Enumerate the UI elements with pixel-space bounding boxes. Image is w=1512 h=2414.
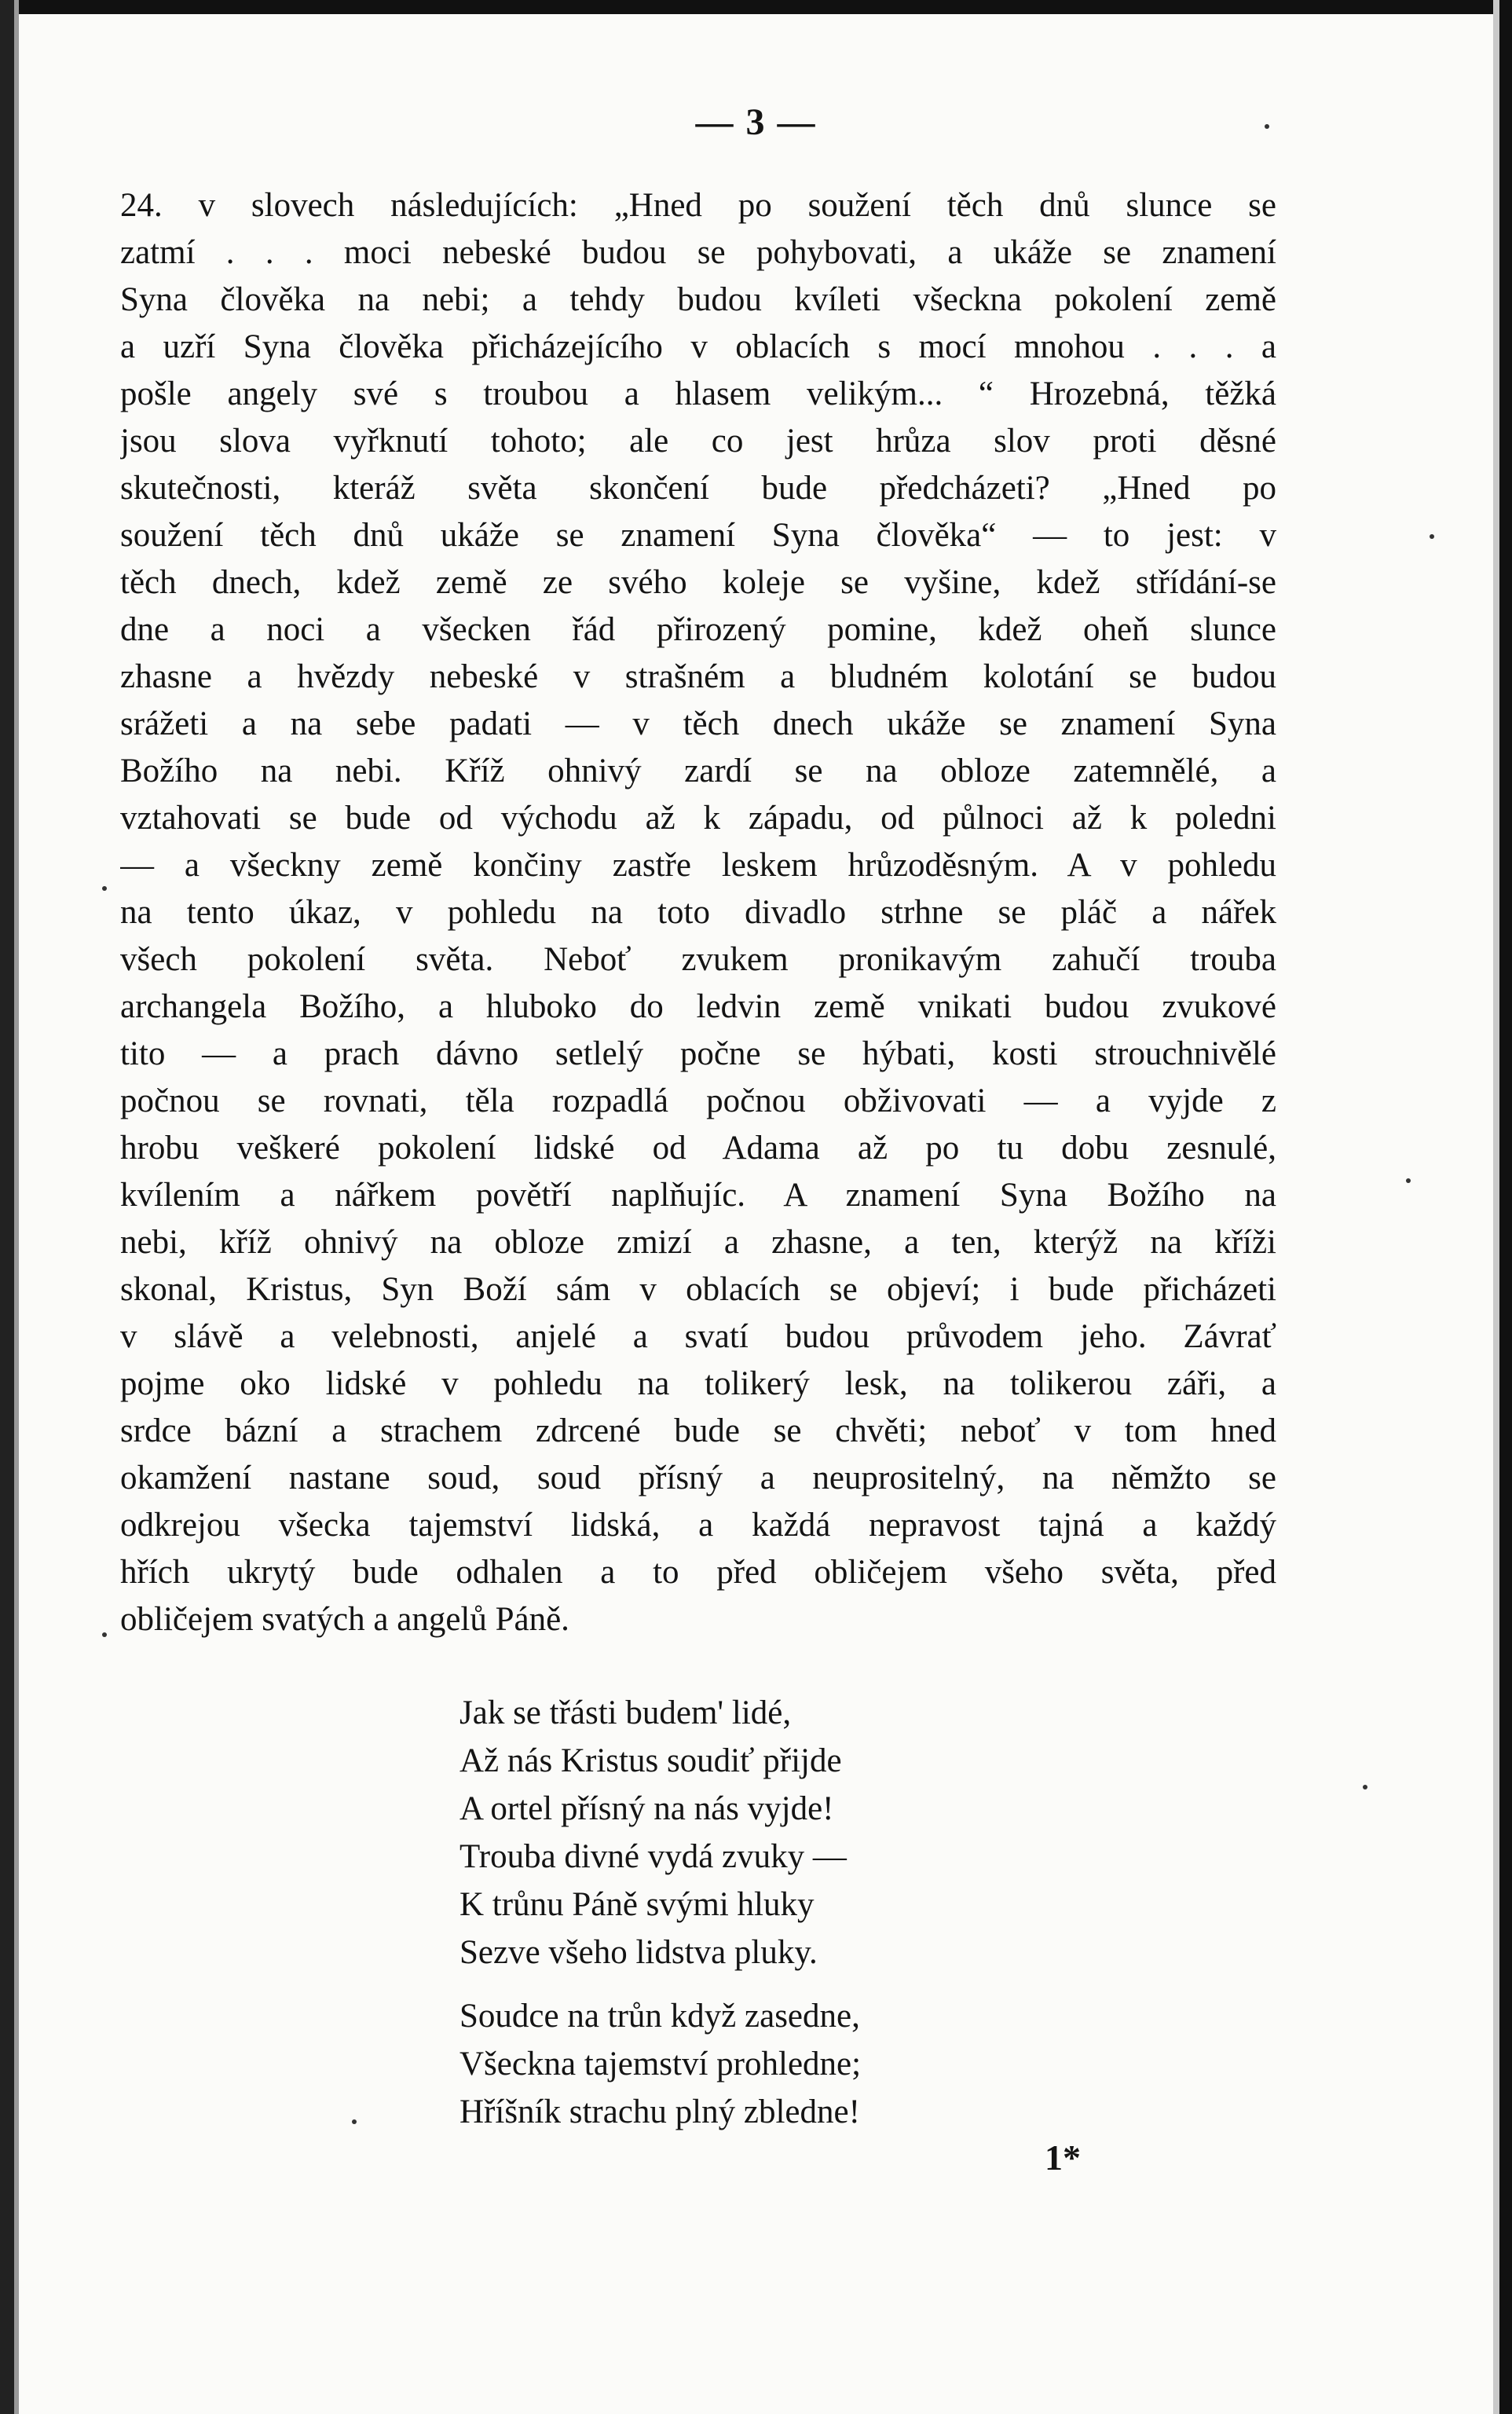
text-line: jsou slova vyřknutí tohoto; ale co jest hrůza slov proti děsné (120, 423, 1276, 460)
poem-verse: A ortel přísný na nás vyjde! (459, 1790, 834, 1827)
scan-edge-right (1499, 0, 1512, 2414)
text-line: Božího na nebi. Kříž ohnivý zardí se na obloze zatemnělé, a (120, 753, 1276, 789)
signature-mark: 1* (1045, 2137, 1081, 2178)
text-line: a uzří Syna člověka přicházejícího v oblacích s mocí mnohou . . . a (120, 328, 1276, 365)
poem (459, 1689, 1088, 2136)
poem-stanza-1 (459, 1689, 1088, 1976)
text-line: archangela Božího, a hluboko do ledvin země vnikati budou zvukové (120, 988, 1276, 1025)
poem-verse: Až nás Kristus soudiť přijde (459, 1742, 842, 1779)
text-line: skonal, Kristus, Syn Boží sám v oblacích se objeví; i bude přicházeti (120, 1271, 1276, 1308)
poem-verse: Sezve všeho lidstva pluky. (459, 1934, 818, 1971)
text-line: dne a noci a všecken řád přirozený pomine, kdež oheň slunce (120, 611, 1276, 648)
text-line: nebi, kříž ohnivý na obloze zmizí a zhasne, a ten, kterýž na kříži (120, 1224, 1276, 1261)
print-speck (102, 886, 107, 891)
poem-verse: Hříšník strachu plný zbledne! (459, 2093, 860, 2130)
poem-verse: Soudce na trůn když zasedne, (459, 1998, 860, 2035)
print-speck (1406, 1178, 1411, 1183)
text-line: těch dnech, kdež země ze svého koleje se vyšine, kdež střídání-se (120, 564, 1276, 601)
text-line: srážeti a na sebe padati — v těch dnech ukáže se znamení Syna (120, 705, 1276, 742)
text-line: pošle angely své s troubou a hlasem velikým... “ Hrozebná, těžká (120, 375, 1276, 412)
text-line: zatmí . . . moci nebeské budou se pohybovati, a ukáže se znamení (120, 234, 1276, 271)
text-line: — a všeckny země končiny zastře leskem hrůzoděsným. A v pohledu (120, 847, 1276, 884)
print-speck (1265, 124, 1269, 129)
print-speck (1363, 1785, 1367, 1789)
body-paragraph (120, 182, 1276, 1643)
text-line: zhasne a hvězdy nebeské v strašném a bludném kolotání se budou (120, 658, 1276, 695)
text-line: počnou se rovnati, těla rozpadlá počnou obživovati — a vyjde z (120, 1082, 1276, 1119)
print-speck (352, 2119, 357, 2124)
poem-verse: Všeckna tajemství prohledne; (459, 2046, 862, 2082)
text-line: srdce bázní a strachem zdrcené bude se chvěti; neboť v tom hned (120, 1412, 1276, 1449)
text-line: okamžení nastane soud, soud přísný a neuprositelný, na němžto se (120, 1460, 1276, 1496)
text-line: hrobu veškeré pokolení lidské od Adama až po tu dobu zesnulé, (120, 1130, 1276, 1167)
poem-verse: Jak se třásti budem' lidé, (459, 1694, 792, 1731)
poem-verse: Trouba divné vydá zvuky — (459, 1838, 847, 1875)
text-line: pojme oko lidské v pohledu na tolikerý lesk, na tolikerou záři, a (120, 1365, 1276, 1402)
print-speck (102, 1632, 107, 1637)
text-line: všech pokolení světa. Neboť zvukem pronikavým zahučí trouba (120, 941, 1276, 978)
text-line: skutečnosti, kteráž světa skončení bude předcházeti? „Hned po (120, 470, 1276, 507)
scan-edge-left (0, 0, 14, 2414)
poem-stanza-2 (459, 1992, 1088, 2136)
text-line: kvílením a nářkem povětří naplňujíc. A znamení Syna Božího na (120, 1177, 1276, 1214)
text-line: 24. v slovech následujících: „Hned po soužení těch dnů slunce se (120, 187, 1276, 224)
page-number: — 3 — (695, 101, 817, 143)
text-line: hřích ukrytý bude odhalen a to před obličejem všeho světa, před (120, 1554, 1276, 1591)
text-line-last: obličejem svatých a angelů Páně. (120, 1601, 569, 1638)
text-line: Syna člověka na nebi; a tehdy budou kvíleti všeckna pokolení země (120, 281, 1276, 318)
scan-edge-left-shadow (14, 0, 19, 2414)
text-line: tito — a prach dávno setlelý počne se hýbati, kosti strouchnivělé (120, 1035, 1276, 1072)
text-line: soužení těch dnů ukáže se znamení Syna člověka“ — to jest: v (120, 517, 1276, 554)
print-speck (1430, 534, 1434, 539)
scan-edge-right-shadow (1493, 0, 1499, 2414)
text-line: v slávě a velebnosti, anjelé a svatí budou průvodem jeho. Závrať (120, 1318, 1276, 1355)
scan-edge-top (0, 0, 1512, 14)
text-line: na tento úkaz, v pohledu na toto divadlo strhne se pláč a nářek (120, 894, 1276, 931)
text-line: odkrejou všecka tajemství lidská, a každá nepravost tajná a každý (120, 1507, 1276, 1544)
text-line: vztahovati se bude od východu až k západu, od půlnoci až k poledni (120, 800, 1276, 837)
poem-verse: K trůnu Páně svými hluky (459, 1886, 815, 1923)
